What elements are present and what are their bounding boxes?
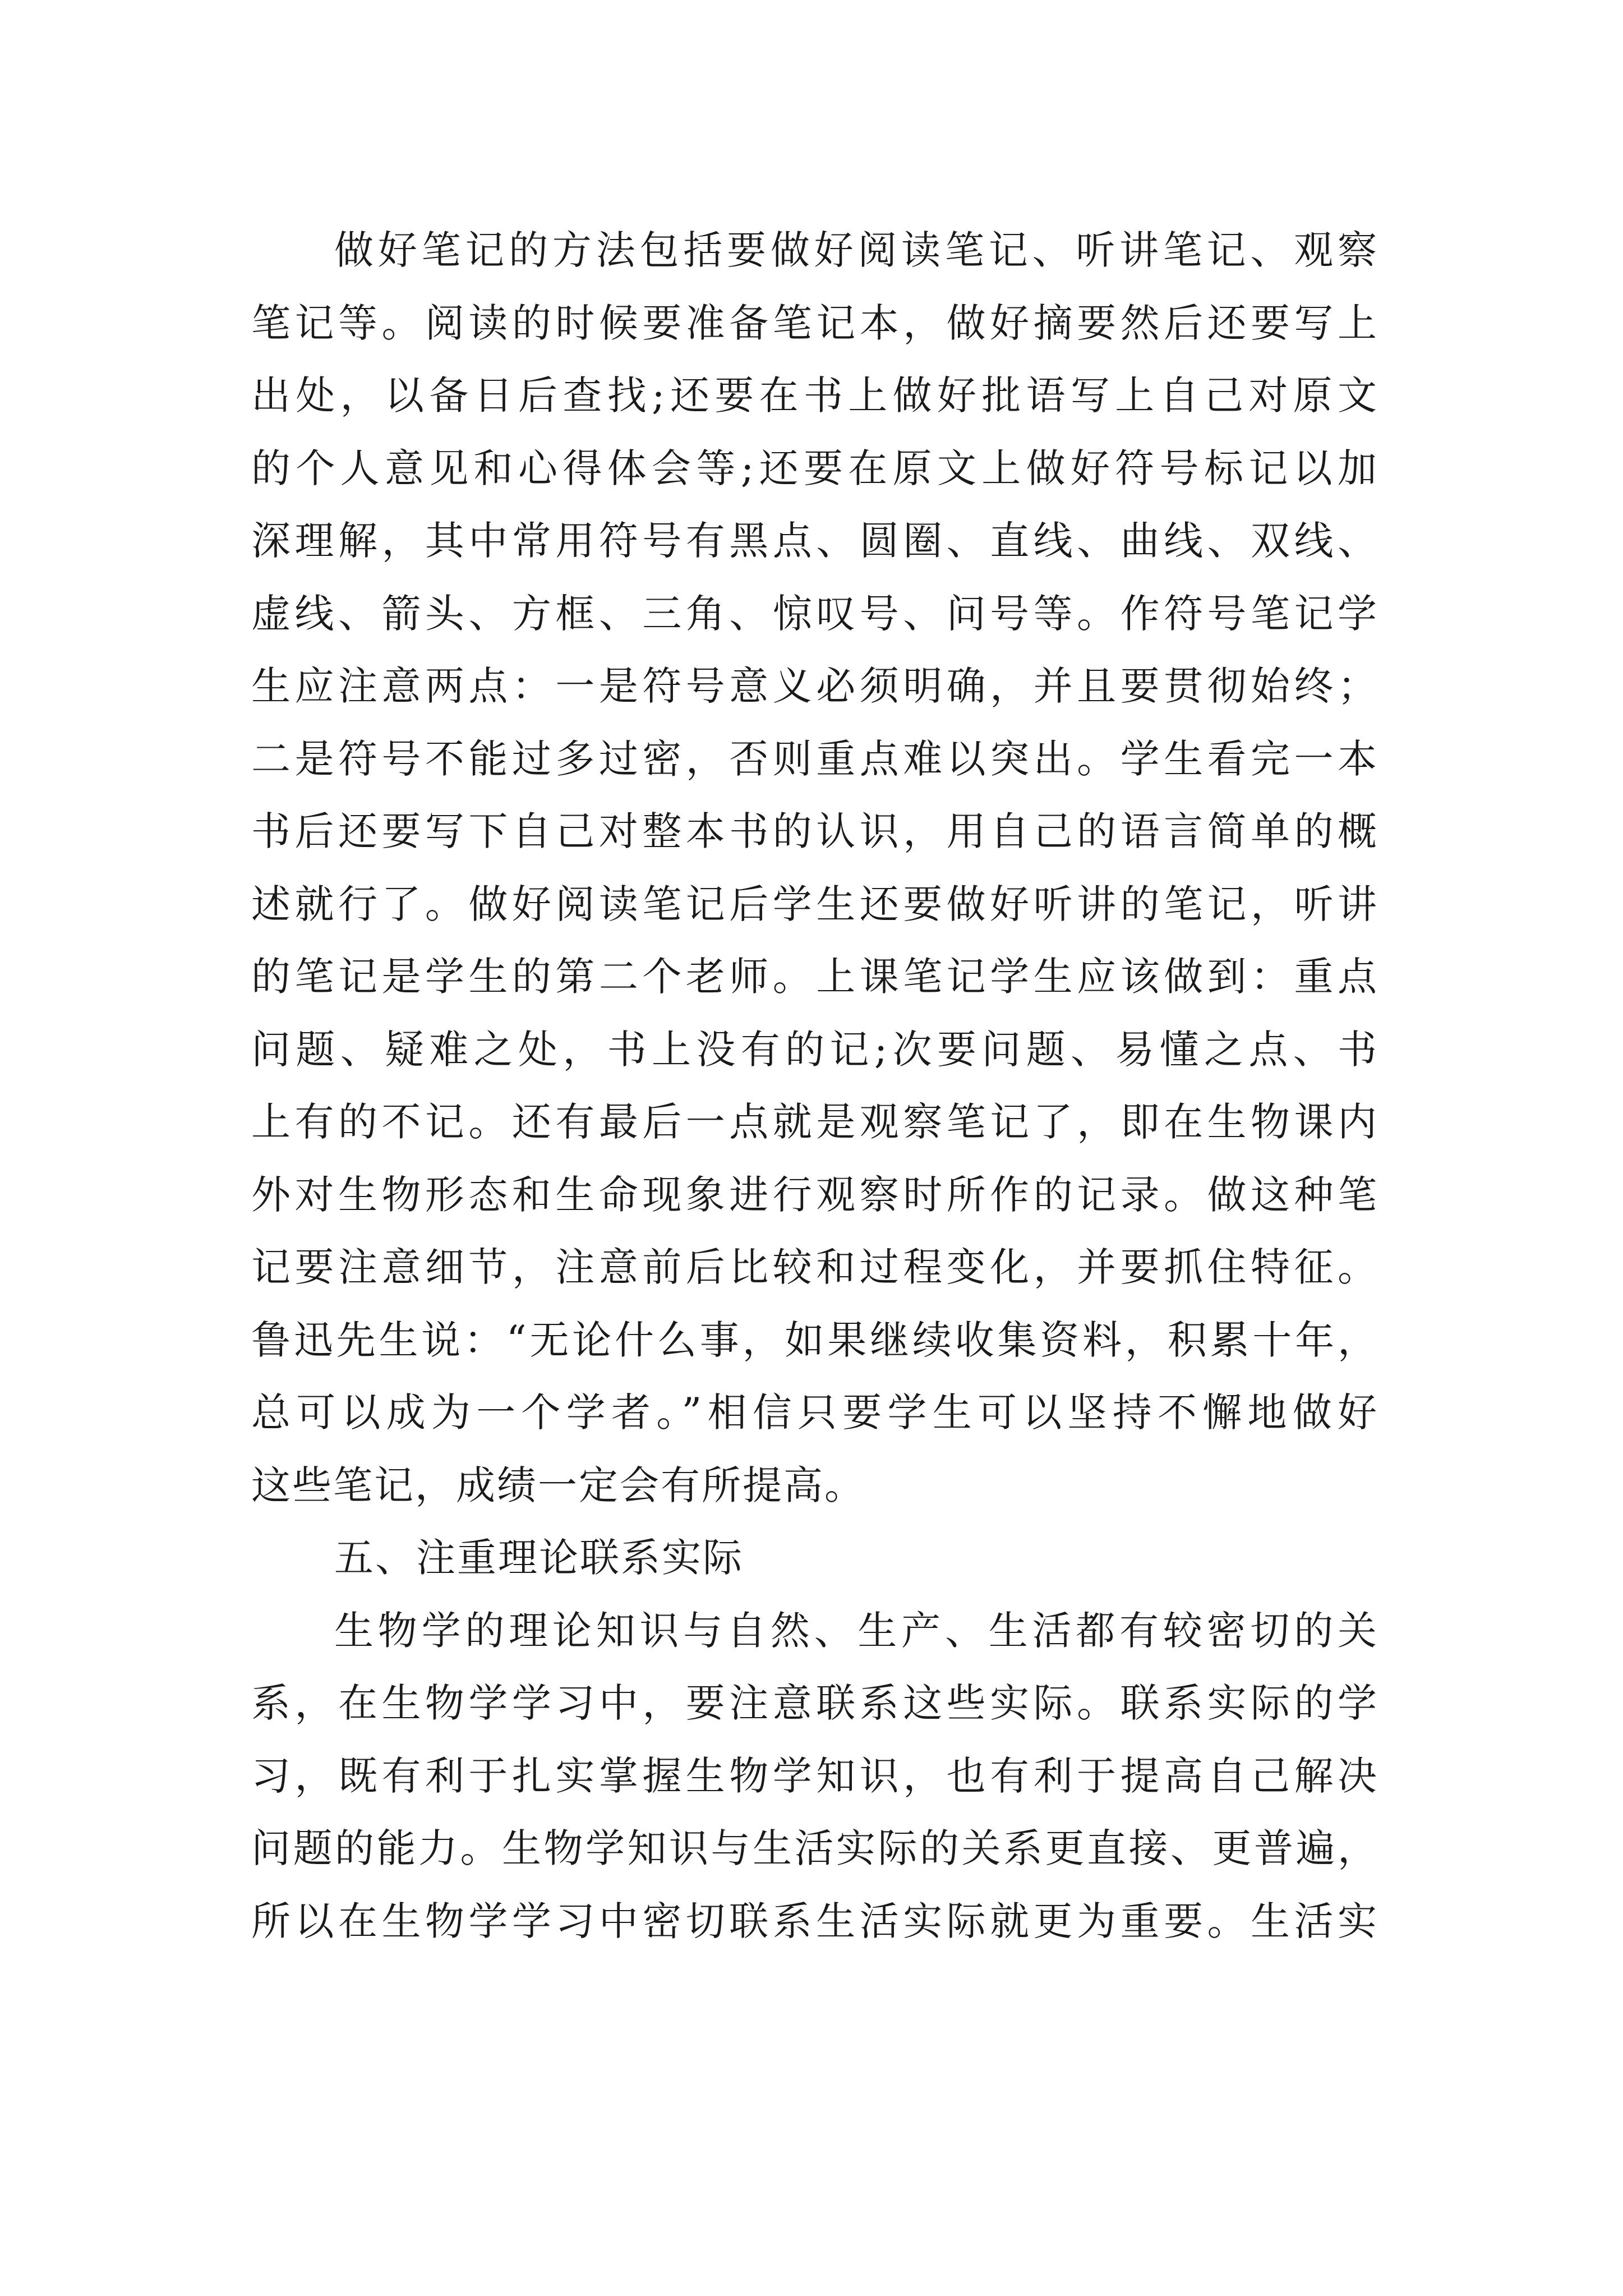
paragraph-1-line-18: 这些笔记，成绩一定会有所提高。 [251, 1462, 865, 1508]
paragraph-1-line-3: 出处，以备日后查找;还要在书上做好批语写上自己对原文 [251, 372, 1378, 418]
document-body [251, 214, 1378, 1958]
paragraph-1-line-12: 问题、疑难之处，书上没有的记;次要问题、易懂之点、书 [251, 1026, 1378, 1073]
paragraph-2-line-2: 系，在生物学学习中，要注意联系这些实际。联系实际的学 [251, 1680, 1378, 1726]
paragraph-1-line-9: 书后还要写下自己对整本书的认识，用自己的语言简单的概 [251, 808, 1378, 854]
paragraph-2-line-3: 习，既有利于扎实掌握生物学知识，也有利于提高自己解决 [251, 1752, 1378, 1799]
paragraph-1-line-6: 虚线、箭头、方框、三角、惊叹号、问号等。作符号笔记学 [251, 590, 1378, 637]
paragraph-1-line-14: 外对生物形态和生命现象进行观察时所作的记录。做这种笔 [251, 1171, 1378, 1218]
paragraph-2-line-4: 问题的能力。生物学知识与生活实际的关系更直接、更普遍， [251, 1825, 1378, 1871]
paragraph-1-line-15: 记要注意细节，注意前后比较和过程变化，并要抓住特征。 [251, 1244, 1378, 1290]
paragraph-1-line-10: 述就行了。做好阅读笔记后学生还要做好听讲的笔记，听讲 [251, 881, 1378, 927]
section-heading: 五、注重理论联系实际 [334, 1535, 744, 1581]
paragraph-1-line-8: 二是符号不能过多过密，否则重点难以突出。学生看完一本 [251, 735, 1378, 782]
paragraph-1-line-5: 深理解，其中常用符号有黑点、圆圈、直线、曲线、双线、 [251, 518, 1378, 564]
paragraph-1-line-16: 鲁迅先生说：“无论什么事，如果继续收集资料，积累十年， [251, 1317, 1378, 1363]
paragraph-1-line-7: 生应注意两点：一是符号意义必须明确，并且要贯彻始终； [251, 663, 1378, 709]
paragraph-2-line-5: 所以在生物学学习中密切联系生活实际就更为重要。生活实 [251, 1898, 1378, 1944]
paragraph-1-line-17: 总可以成为一个学者。”相信只要学生可以坚持不懈地做好 [251, 1389, 1378, 1435]
paragraph-2-line-1: 生物学的理论知识与自然、生产、生活都有较密切的关 [334, 1607, 1378, 1654]
paragraph-1-line-2: 笔记等。阅读的时候要准备笔记本，做好摘要然后还要写上 [251, 300, 1378, 346]
paragraph-1-line-4: 的个人意见和心得体会等;还要在原文上做好符号标记以加 [251, 445, 1378, 491]
paragraph-1-line-11: 的笔记是学生的第二个老师。上课笔记学生应该做到：重点 [251, 954, 1378, 1000]
paragraph-1-line-1: 做好笔记的方法包括要做好阅读笔记、听讲笔记、观察 [334, 227, 1378, 273]
paragraph-1-line-13: 上有的不记。还有最后一点就是观察笔记了，即在生物课内 [251, 1099, 1378, 1145]
